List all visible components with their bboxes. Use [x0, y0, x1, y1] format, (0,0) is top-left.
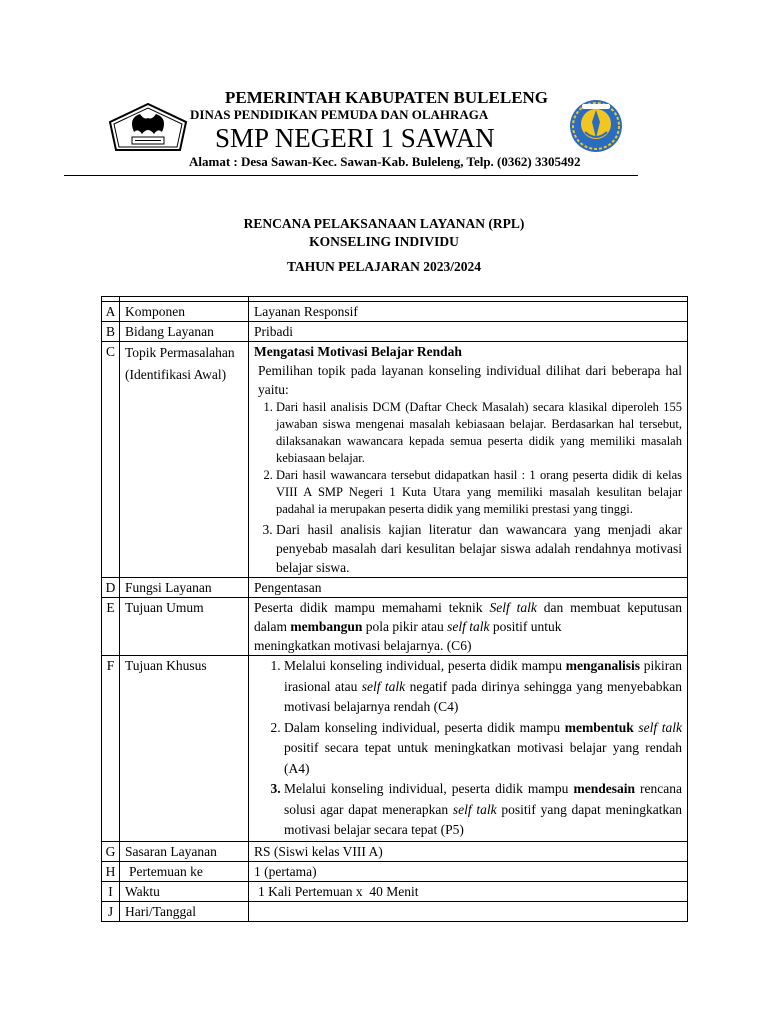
letterhead: [0, 0, 768, 180]
garuda-regency-emblem-icon: [108, 102, 188, 154]
row-label: Bidang Layanan: [120, 322, 249, 342]
document-title: RENCANA PELAKSANAAN LAYANAN (RPL): [243, 216, 525, 231]
table-row: [102, 598, 688, 656]
row-value: [249, 656, 688, 842]
row-value: Pengentasan: [249, 578, 688, 598]
row-value: Layanan Responsif: [249, 302, 688, 322]
row-code: C: [102, 342, 120, 578]
text-run-italic: self talk: [361, 678, 406, 694]
row-code: F: [102, 656, 120, 842]
letterhead-divider: [64, 175, 638, 176]
text-run-bold: membangun: [290, 619, 363, 634]
text-run: positif untuk: [489, 619, 562, 634]
row-label: Tujuan Khusus: [120, 656, 249, 842]
kop-department-name: DINAS PENDIDIKAN PEMUDA DAN OLAHRAGA: [190, 107, 489, 122]
rpl-table: [101, 296, 688, 922]
kop-government-name: PEMERINTAH KABUPATEN BULELENG: [225, 88, 549, 107]
topic-heading: Mengatasi Motivasi Belajar Rendah: [254, 344, 462, 359]
topic-intro: Pemilihan topik pada layanan konseling individual dilihat dari beberapa hal yaitu:: [258, 363, 682, 397]
document-subtitle: KONSELING INDIVIDU: [309, 234, 459, 249]
row-value: RS (Siswi kelas VIII A): [249, 841, 688, 861]
row-value: [249, 901, 688, 921]
row-value: [249, 598, 688, 656]
table-row: [102, 881, 688, 901]
table-row: [102, 656, 688, 842]
text-run: pola pikir atau: [362, 619, 448, 634]
row-code: D: [102, 578, 120, 598]
table-row: [102, 322, 688, 342]
text-run: positif secara tepat untuk meningkatkan motivasi belajar yang rendah (A4): [284, 740, 682, 776]
text-run-italic: Self talk: [489, 600, 537, 615]
text-run: negatif pada dirinya sehingga yang menyebabkan motivasi belajarnya rendah (C4): [284, 678, 682, 714]
table-row: [102, 342, 688, 578]
kop-address: Alamat : Desa Sawan-Kec. Sawan-Kab. Buleleng, Telp. (0362) 3305492: [189, 154, 581, 169]
specific-objectives-list: [254, 656, 682, 841]
row-value: 1 (pertama): [249, 861, 688, 881]
row-code: G: [102, 841, 120, 861]
table-row: [102, 901, 688, 921]
row-label: Topik Permasalahan (Identifikasi Awal): [120, 342, 249, 578]
row-label: Hari/Tanggal: [120, 901, 249, 921]
row-label: Waktu: [120, 881, 249, 901]
text-run-bold: membentuk: [564, 719, 634, 735]
text-run: positif yang dapat meningkatkan motivasi belajar secara tepat (P5): [284, 801, 682, 837]
text-run: pikiran irasional atau: [284, 658, 682, 694]
row-code: A: [102, 302, 120, 322]
text-run: dan membuat keputusan dalam: [254, 600, 683, 634]
kop-school-name: SMP NEGERI 1 SAWAN: [215, 123, 495, 153]
list-item: 2. Dari hasil wawancara tersebut didapatkan hasil : 1 orang peserta didik di kelas VIII A SMP Negeri 1 Kuta Utara yang memiliki masalah kesulitan belajar padahal ia merupakan peserta didik yang memiliki prestasi yang tinggi.: [276, 467, 682, 518]
row-value: [249, 342, 688, 578]
list-item: [284, 656, 682, 718]
list-item: [284, 779, 682, 841]
text-run: Melalui konseling individual, peserta didik mampu: [284, 658, 566, 673]
text-run-italic: self talk: [452, 801, 497, 817]
text-run: Peserta didik mampu memahami teknik: [254, 600, 490, 615]
general-objective-end: meningkatkan motivasi belajarnya. (C6): [254, 638, 472, 653]
table-row: [102, 861, 688, 881]
topic-list: [254, 399, 682, 577]
general-objective: [254, 598, 682, 636]
row-label: Pertemuan ke: [120, 861, 249, 881]
text-run-bold: menganalisis: [565, 658, 640, 673]
table-row: [102, 841, 688, 861]
table-row: [102, 302, 688, 322]
text-run: Melalui konseling individual, peserta didik mampu: [284, 781, 574, 796]
row-label: Sasaran Layanan: [120, 841, 249, 861]
list-item: 3. Dari hasil analisis kajian literatur dan wawancara yang menjadi akar penyebab masalah dari kesulitan belajar siswa adalah rendahnya motivasi belajar siswa.: [276, 520, 682, 577]
text-run: Dalam konseling individual, peserta didik mampu: [284, 719, 565, 735]
row-label: Fungsi Layanan: [120, 578, 249, 598]
row-label: Tujuan Umum: [120, 598, 249, 656]
text-run-bold: mendesain: [573, 781, 635, 796]
list-item: 1. Dari hasil analisis DCM (Daftar Check Masalah) secara klasikal diperoleh 155 jawaban siswa mengenai masalah kebiasaan belajar. Berdasarkan hal tersebut, dilaksanakan wawancara kepada semua peserta didik yang memiliki masalah kebiasaan belajar.: [276, 399, 682, 467]
academic-year: TAHUN PELAJARAN 2023/2024: [286, 259, 481, 274]
row-value: Pribadi: [249, 322, 688, 342]
row-label: Komponen: [120, 302, 249, 322]
table-row: [102, 578, 688, 598]
row-code: B: [102, 322, 120, 342]
row-code: I: [102, 881, 120, 901]
row-code: J: [102, 901, 120, 921]
row-code: E: [102, 598, 120, 656]
text-run-italic: self talk: [447, 619, 490, 634]
tut-wuri-handayani-icon: [565, 98, 627, 154]
row-code: H: [102, 861, 120, 881]
text-run-italic: self talk: [638, 719, 683, 735]
row-value: 1 Kali Pertemuan x 40 Menit: [249, 881, 688, 901]
list-item: [284, 718, 682, 780]
text-run: rencana solusi agar dapat menerapkan: [284, 781, 682, 817]
